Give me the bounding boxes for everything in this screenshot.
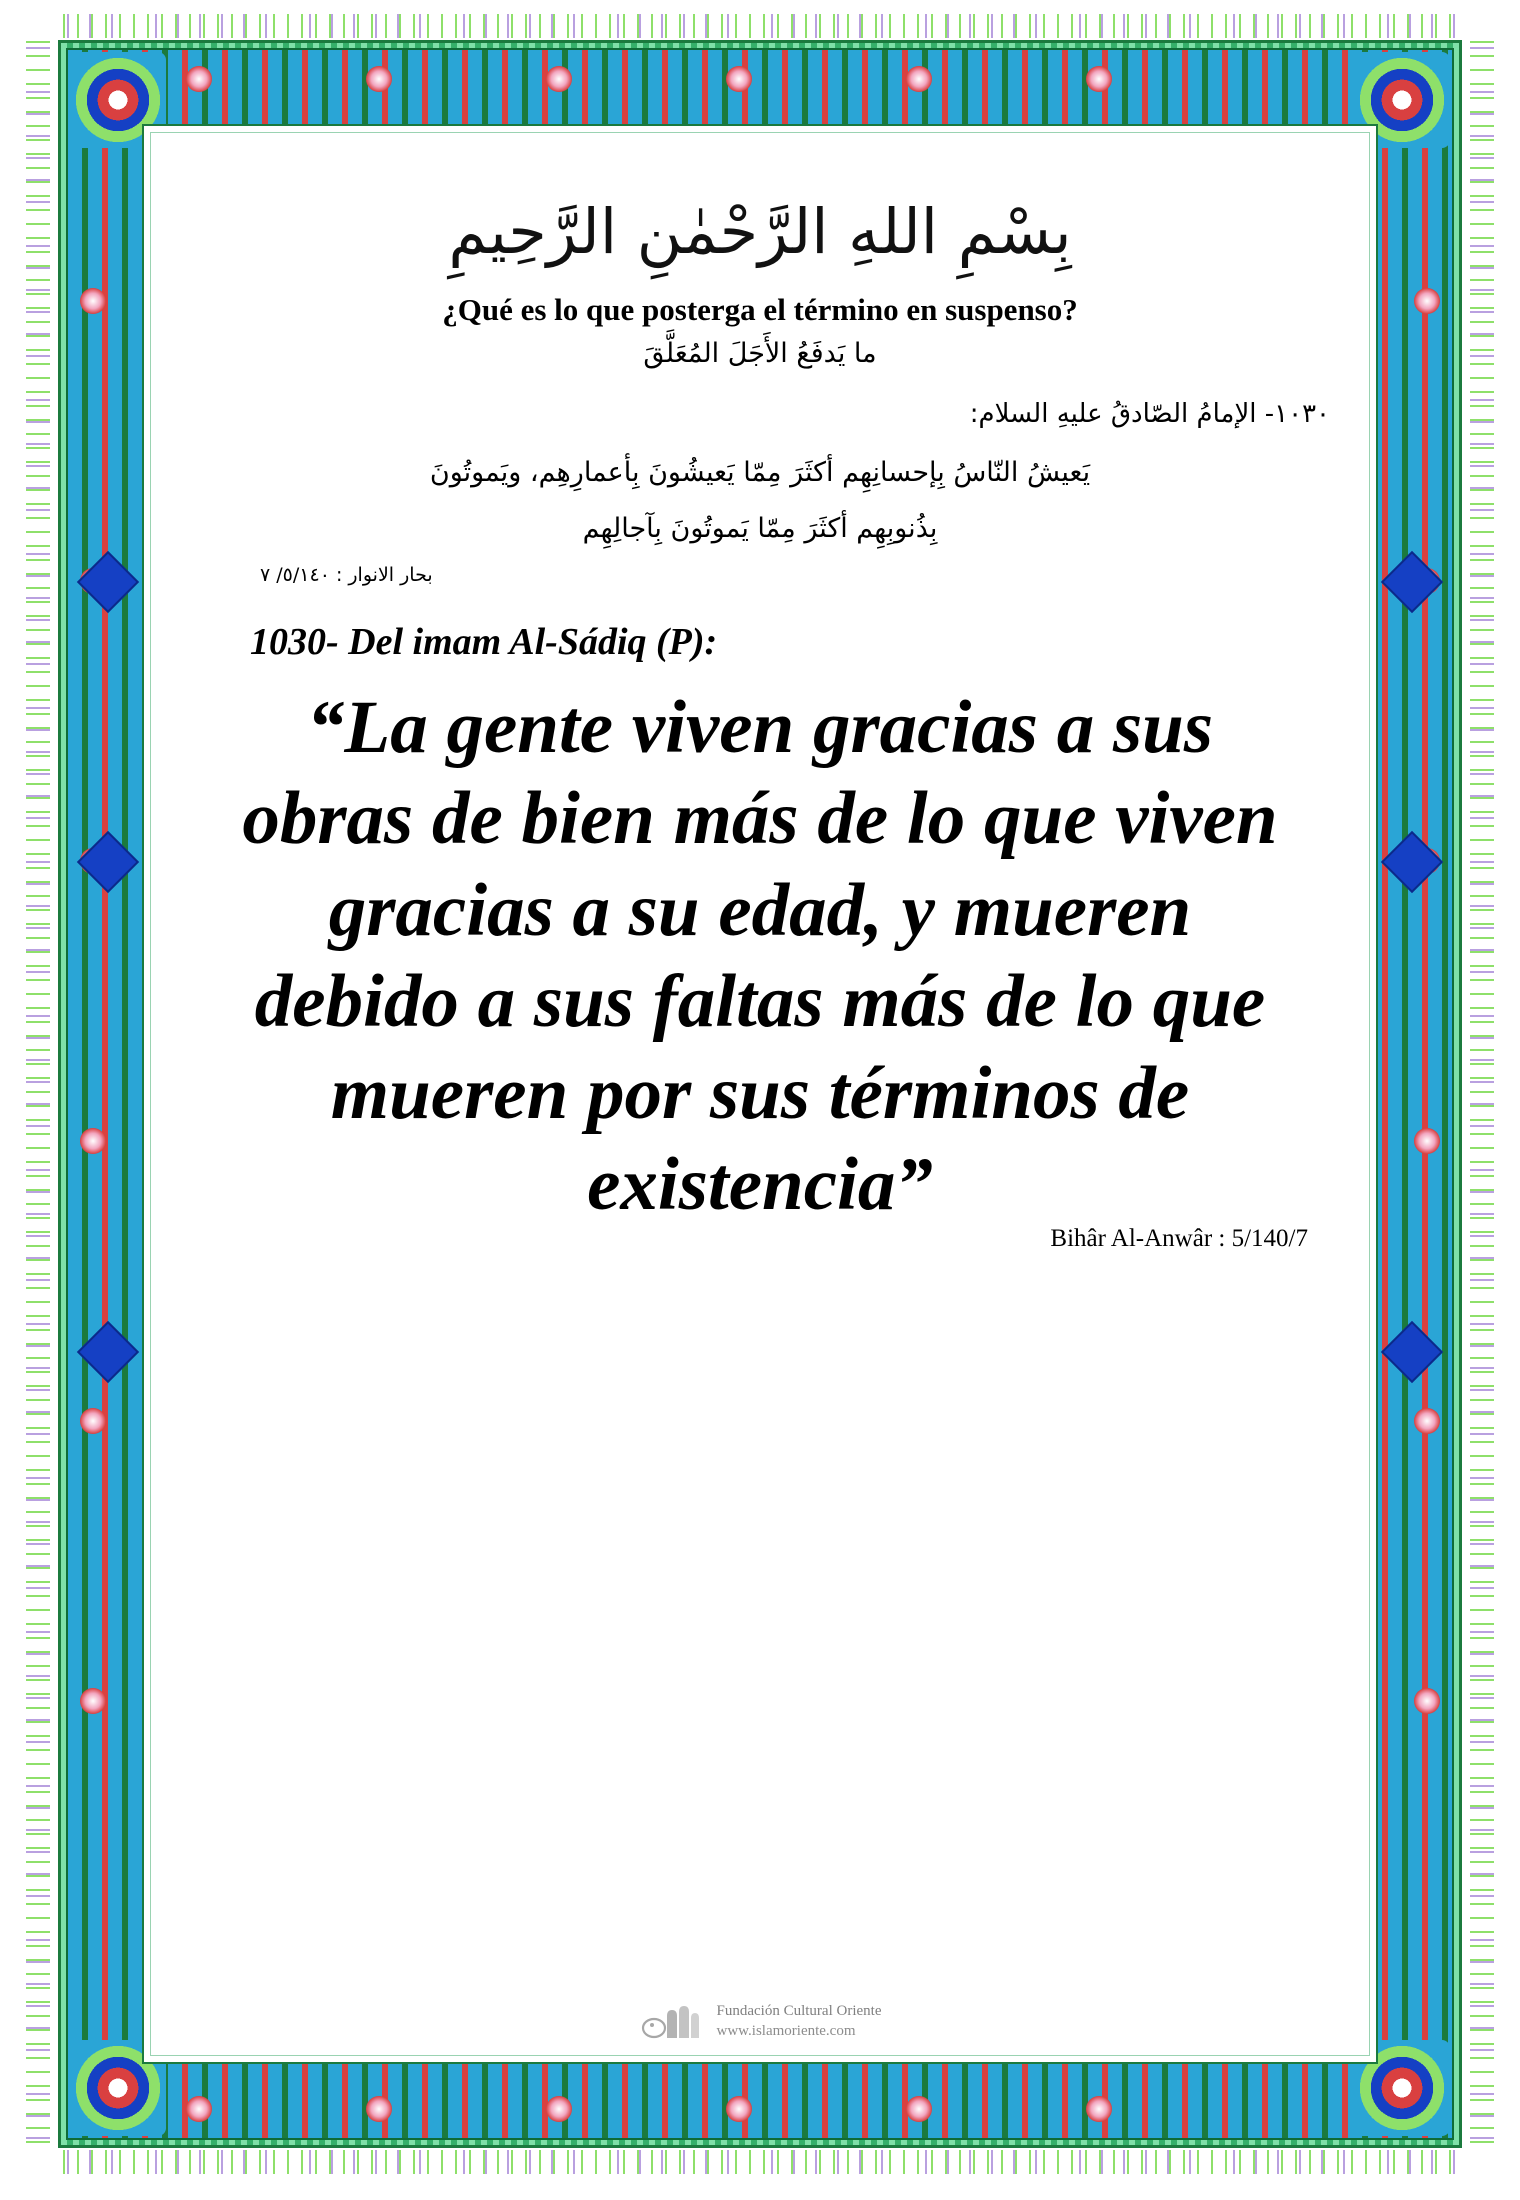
border-spikes-right bbox=[1470, 40, 1494, 2148]
spanish-attribution: 1030- Del imam Al-Sádiq (P): bbox=[250, 620, 718, 663]
footer-text-block bbox=[717, 2001, 882, 2042]
question-title-spanish: ¿Qué es lo que posterga el término en suspenso? bbox=[442, 292, 1078, 328]
basmala-calligraphy: بِسْمِ اللهِ الرَّحْمٰنِ الرَّحِيمِ bbox=[448, 195, 1072, 268]
footer-organization: Fundación Cultural Oriente bbox=[716, 2002, 882, 2019]
arabic-hadith-line-2: بِذُنوبِهِم أكثَرَ مِمّا يَموتُونَ بِآجالِهِم bbox=[582, 512, 938, 544]
arabic-hadith-line-1: يَعيشُ النّاسُ بِإحسانِهِم أكثَرَ مِمّا يَعيشُونَ بِأعمارِهِم، ويَموتُونَ bbox=[429, 457, 1091, 489]
footer-website[interactable]: www.islamoriente.com bbox=[716, 2023, 856, 2039]
arabic-source-reference: بحار الانوار : ٥/١٤٠/ ٧ bbox=[260, 563, 433, 586]
arabic-attribution: ١٠٣٠- الإمامُ الصّادقُ عليهِ السلام: bbox=[969, 399, 1330, 430]
footer bbox=[190, 1998, 1330, 2044]
border-spikes-left bbox=[26, 40, 50, 2148]
border-spikes-top bbox=[58, 14, 1462, 38]
spanish-source-reference: Bihâr Al-Anwâr : 5/140/7 bbox=[1050, 1224, 1308, 1252]
document-content bbox=[190, 170, 1330, 2039]
border-spikes-bottom bbox=[58, 2150, 1462, 2174]
foundation-logo-icon bbox=[639, 1998, 705, 2044]
spanish-quote: “La gente viven gracias a sus obras de bien más de lo que viven gracias a su edad, y mueren debido a sus faltas más de lo que mueren por sus términos de existencia” bbox=[242, 685, 1278, 1227]
question-title-arabic: ما يَدفَعُ الأَجَلَ المُعَلَّقَ bbox=[643, 338, 877, 370]
